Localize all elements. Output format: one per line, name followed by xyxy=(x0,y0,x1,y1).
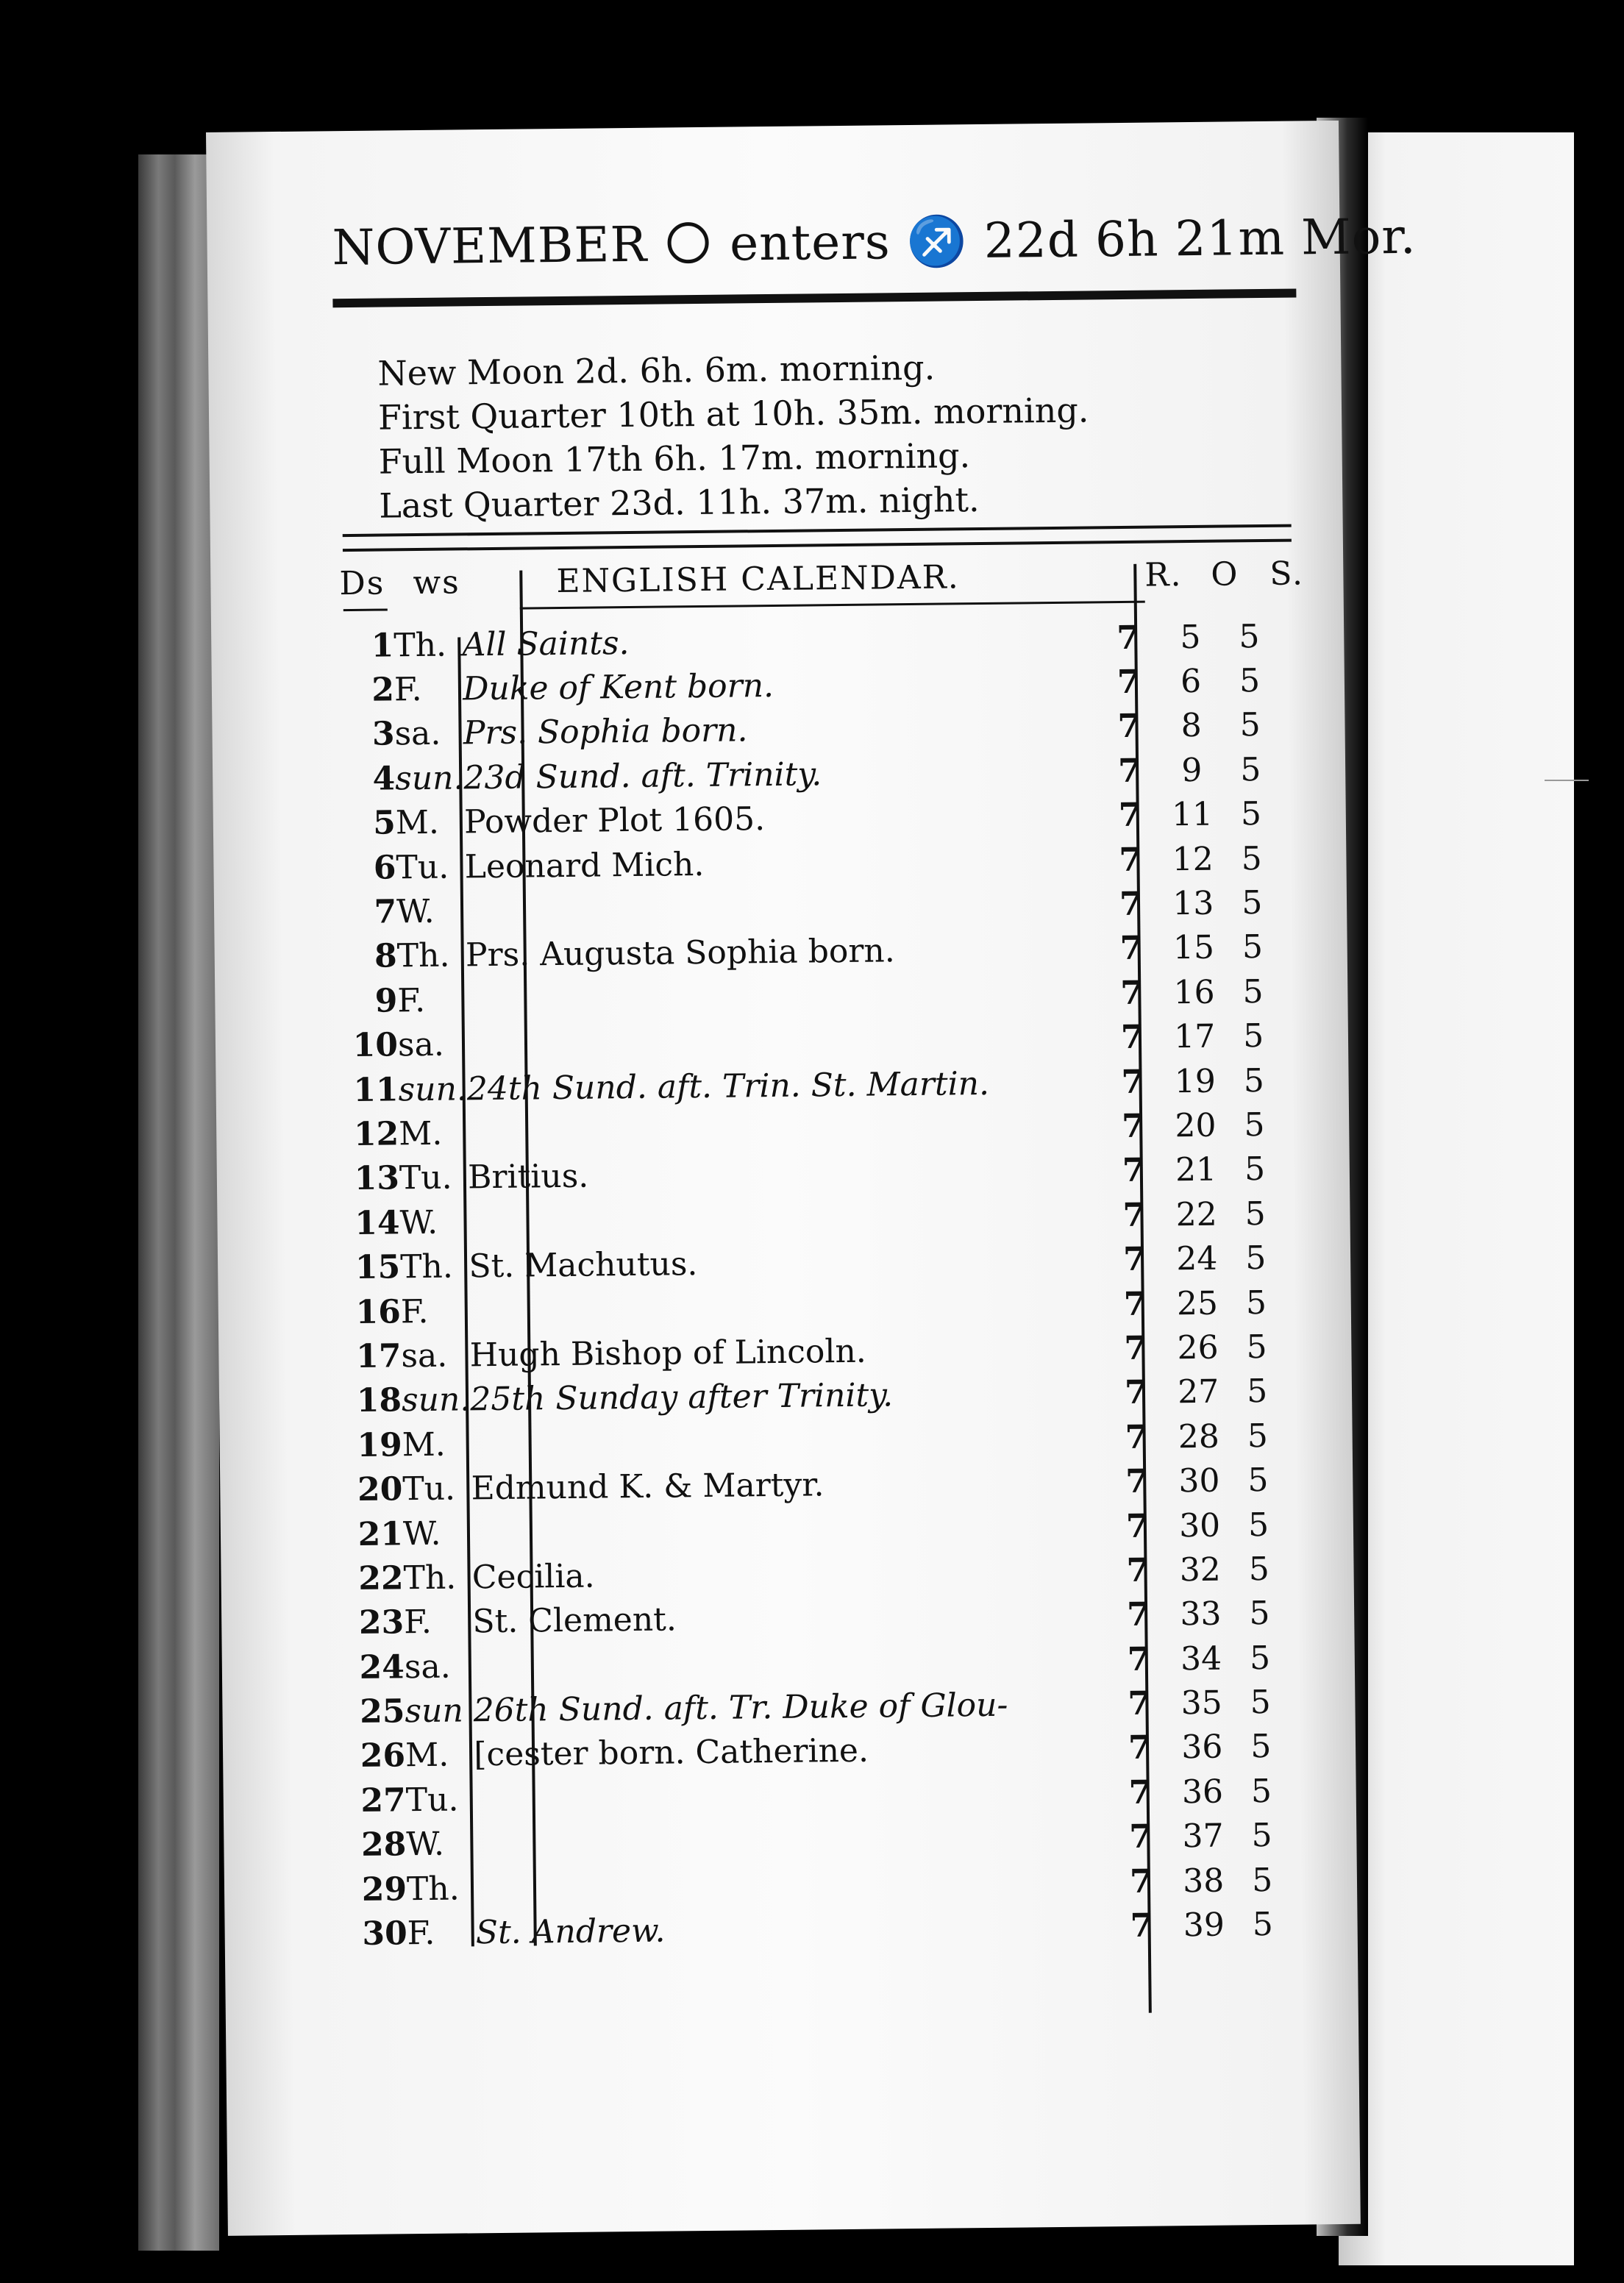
sunset-hour: 5 xyxy=(1240,750,1261,789)
sunset-hour: 5 xyxy=(1243,1061,1265,1100)
day-number: 17 xyxy=(355,1337,402,1375)
sunrise-minute: 37 xyxy=(1182,1817,1224,1856)
event-cell xyxy=(468,1193,1108,1244)
day-number: 16 xyxy=(355,1292,402,1331)
weekday-cell: sa. xyxy=(401,1336,448,1375)
sunrise-hour: 7 xyxy=(1120,1018,1144,1057)
day-number: 5 xyxy=(372,804,396,842)
day-number: 20 xyxy=(357,1470,403,1509)
sunrise-minute: 20 xyxy=(1175,1106,1217,1145)
event-cell xyxy=(466,971,1106,1022)
sunset-hour: 5 xyxy=(1247,1461,1269,1500)
day-number: 8 xyxy=(374,937,398,976)
event-cell: 24th Sund. aft. Trin. St. Martin. xyxy=(466,1064,990,1108)
weekday-cell: M. xyxy=(395,803,440,842)
entry-time: 22d 6h 21m Mor. xyxy=(983,207,1417,269)
weekday-cell: M. xyxy=(399,1114,443,1153)
sun-column-icon: O xyxy=(1211,555,1239,594)
sunrise-minute: 27 xyxy=(1177,1373,1219,1411)
event-cell: 25th Sunday after Trinity. xyxy=(470,1376,894,1419)
sunrise-minute: 32 xyxy=(1179,1550,1222,1589)
sunrise-minute: 6 xyxy=(1180,662,1202,701)
moon-phases xyxy=(377,343,1090,527)
weekday-cell: Tu. xyxy=(396,848,449,886)
sunset-hour: 5 xyxy=(1241,839,1262,877)
sunrise-hour: 7 xyxy=(1126,1551,1150,1589)
sunset-hour: 5 xyxy=(1249,1595,1270,1633)
day-number: 14 xyxy=(355,1204,400,1242)
sunrise-minute: 26 xyxy=(1177,1328,1219,1367)
event-cell xyxy=(474,1815,1115,1866)
day-number: 13 xyxy=(354,1159,400,1198)
day-number: 25 xyxy=(359,1692,405,1731)
sunrise-hour: 7 xyxy=(1127,1640,1150,1678)
event-cell: 26th Sund. aft. Tr. Duke of Glou- xyxy=(473,1686,1008,1730)
sunrise-hour: 7 xyxy=(1116,619,1140,657)
event-cell xyxy=(471,1504,1112,1555)
sets-column-head: S. xyxy=(1269,555,1305,593)
weekday-cell: Th. xyxy=(396,937,450,975)
almanac-page xyxy=(206,121,1417,2236)
month-title: NOVEMBER xyxy=(332,216,648,277)
weekday-cell: Tu. xyxy=(399,1158,452,1197)
day-number: 9 xyxy=(374,982,398,1020)
sunrise-hour: 7 xyxy=(1125,1462,1149,1501)
day-number: 2 xyxy=(371,671,395,709)
sunset-hour: 5 xyxy=(1242,1017,1264,1055)
weekday-cell: Tu. xyxy=(405,1781,459,1820)
sunrise-minute: 8 xyxy=(1180,707,1203,745)
sunrise-minute: 38 xyxy=(1182,1862,1225,1900)
rises-column-head: R. xyxy=(1144,556,1183,594)
sunset-hour: 5 xyxy=(1251,1861,1273,1899)
stray-mark xyxy=(1545,780,1589,781)
day-number: 29 xyxy=(361,1870,407,1909)
event-cell: Cecilia. xyxy=(471,1557,595,1597)
day-number: 28 xyxy=(360,1826,407,1864)
day-number: 21 xyxy=(357,1514,404,1553)
weekday-cell: W. xyxy=(406,1825,445,1864)
day-number: 3 xyxy=(371,715,395,754)
event-cell: Edmund K. & Martyr. xyxy=(471,1466,825,1508)
weekday-cell: sa. xyxy=(394,715,441,753)
sunset-hour: 5 xyxy=(1251,1817,1272,1855)
sunset-hour: 5 xyxy=(1242,928,1264,966)
sunrise-hour: 7 xyxy=(1124,1374,1147,1412)
sunrise-minute: 17 xyxy=(1173,1017,1216,1056)
sunrise-hour: 7 xyxy=(1126,1595,1150,1634)
sunrise-minute: 36 xyxy=(1181,1773,1224,1812)
event-cell: St. Andrew. xyxy=(475,1912,666,1952)
event-cell: Duke of Kent born. xyxy=(462,667,774,708)
sunrise-minute: 15 xyxy=(1172,929,1215,967)
page-edge xyxy=(138,154,219,2251)
weekday-cell: F. xyxy=(400,1292,429,1331)
sunrise-hour: 7 xyxy=(1119,885,1142,924)
sunrise-minute: 28 xyxy=(1178,1417,1220,1456)
sunset-hour: 5 xyxy=(1250,1684,1271,1722)
sunrise-minute: 35 xyxy=(1180,1684,1222,1723)
header-rule xyxy=(332,288,1296,307)
phase-last-quarter: Last Quarter 23d. 11h. 37m. night. xyxy=(379,480,980,526)
weekday-cell: F. xyxy=(397,981,426,1020)
sunrise-hour: 7 xyxy=(1118,796,1142,835)
event-cell: St. Machutus. xyxy=(469,1245,698,1286)
sunset-hour: 5 xyxy=(1239,617,1260,656)
phases-rule-2 xyxy=(343,539,1292,552)
sagittarius-icon: ♐ xyxy=(906,213,969,271)
sunrise-minute: 9 xyxy=(1181,751,1203,790)
day-number: 30 xyxy=(362,1915,407,1953)
weekday-cell: F. xyxy=(393,671,422,709)
sunrise-minute: 36 xyxy=(1181,1728,1223,1767)
sun-icon xyxy=(668,222,710,264)
sunset-hour: 5 xyxy=(1239,706,1261,744)
sun-entry-label: enters xyxy=(729,213,891,272)
sunrise-hour: 7 xyxy=(1128,1684,1151,1723)
phase-full-moon: Full Moon 17th 6h. 17m. morning. xyxy=(378,435,971,482)
sunrise-minute: 21 xyxy=(1175,1151,1217,1189)
weekday-cell: W. xyxy=(396,892,435,931)
weekday-cell: F. xyxy=(403,1603,432,1642)
event-cell: [cester born. Catherine. xyxy=(474,1732,869,1774)
event-cell: Prs. Sophia born. xyxy=(463,711,748,752)
sunrise-hour: 7 xyxy=(1122,1240,1146,1279)
phase-first-quarter: First Quarter 10th at 10h. 35m. morning. xyxy=(377,390,1089,438)
event-cell xyxy=(473,1637,1114,1688)
sunrise-minute: 30 xyxy=(1178,1506,1221,1545)
weekday-cell: F. xyxy=(407,1914,435,1953)
event-cell: St. Clement. xyxy=(472,1600,677,1641)
sunrise-hour: 7 xyxy=(1129,1817,1153,1856)
day-number: 1 xyxy=(371,627,394,665)
weekday-cell: Th. xyxy=(399,1247,454,1286)
day-number: 18 xyxy=(356,1381,402,1420)
sunrise-hour: 7 xyxy=(1130,1906,1153,1945)
event-cell: Powder Plot 1605. xyxy=(463,800,766,841)
phase-new-moon: New Moon 2d. 6h. 6m. morning. xyxy=(377,347,936,393)
weekday-cell: sa. xyxy=(397,1025,445,1064)
sunset-hour: 5 xyxy=(1249,1639,1271,1677)
sunrise-hour: 7 xyxy=(1119,930,1143,968)
day-number: 15 xyxy=(355,1248,401,1287)
sunrise-minute: 22 xyxy=(1175,1195,1217,1234)
sunset-hour: 5 xyxy=(1244,1194,1266,1233)
sunset-hour: 5 xyxy=(1248,1550,1270,1589)
day-number: 23 xyxy=(358,1603,405,1642)
day-number: 19 xyxy=(357,1426,402,1464)
sunrise-minute: 34 xyxy=(1180,1639,1222,1678)
weekday-cell: M. xyxy=(405,1737,449,1775)
sunrise-minute: 39 xyxy=(1183,1906,1225,1945)
day-number: 27 xyxy=(360,1781,407,1820)
sunrise-minute: 12 xyxy=(1172,840,1214,878)
event-cell xyxy=(471,1415,1111,1466)
event-cell xyxy=(474,1770,1115,1821)
calendar-table xyxy=(336,614,1285,1956)
event-cell: Britius. xyxy=(467,1158,589,1197)
sunrise-hour: 7 xyxy=(1119,974,1144,1012)
sunrise-hour: 7 xyxy=(1119,841,1142,879)
sunrise-minute: 13 xyxy=(1172,884,1214,923)
day-number: 7 xyxy=(374,893,397,931)
event-cell xyxy=(467,1105,1108,1155)
weekday-cell: sun. xyxy=(394,759,464,798)
weekday-cell: Th. xyxy=(403,1559,457,1598)
weekdays-column-head: ws xyxy=(413,563,460,602)
sunrise-hour: 7 xyxy=(1117,708,1141,746)
sunrise-minute: 11 xyxy=(1171,795,1214,834)
weekday-cell: sun. xyxy=(398,1069,468,1108)
sunset-hour: 5 xyxy=(1250,1772,1272,1811)
table-row xyxy=(349,1902,1285,1956)
event-cell: 23d Sund. aft. Trinity. xyxy=(463,755,822,797)
sunrise-minute: 33 xyxy=(1180,1595,1222,1634)
weekday-cell: M. xyxy=(402,1425,446,1464)
sunrise-minute: 16 xyxy=(1173,973,1215,1012)
weekday-cell: Th. xyxy=(406,1870,460,1908)
weekday-cell: sun xyxy=(405,1692,464,1731)
weekday-cell: Th. xyxy=(393,626,447,665)
sunrise-minute: 25 xyxy=(1176,1284,1219,1322)
sunset-hour: 5 xyxy=(1242,972,1264,1011)
event-cell: Hugh Bishop of Lincoln. xyxy=(469,1332,867,1375)
day-number: 26 xyxy=(360,1737,406,1776)
day-number: 10 xyxy=(352,1026,399,1065)
sunset-hour: 5 xyxy=(1245,1283,1267,1322)
sunrise-hour: 7 xyxy=(1125,1418,1148,1456)
sunset-hour: 5 xyxy=(1240,795,1262,833)
sunrise-hour: 7 xyxy=(1121,1063,1144,1101)
facing-page xyxy=(1339,132,1574,2265)
month-header xyxy=(332,208,1417,277)
sunset-hour: 5 xyxy=(1242,884,1263,922)
day-number: 6 xyxy=(373,848,396,887)
weekday-cell: Tu. xyxy=(402,1470,456,1509)
days-head-underline xyxy=(343,608,388,611)
sunset-hour: 5 xyxy=(1252,1905,1274,1944)
sunrise-hour: 7 xyxy=(1123,1285,1147,1323)
day-number: 4 xyxy=(372,760,396,798)
day-number: 22 xyxy=(358,1559,404,1598)
event-cell: Prs. Augusta Sophia born. xyxy=(465,932,895,975)
event-cell: Leonard Mich. xyxy=(464,845,705,886)
sunrise-minute: 24 xyxy=(1176,1239,1218,1278)
sunrise-hour: 7 xyxy=(1116,663,1140,702)
sunset-hour: 5 xyxy=(1244,1150,1266,1189)
sunrise-hour: 7 xyxy=(1125,1507,1149,1545)
calendar-head-underline xyxy=(520,601,1145,610)
event-cell xyxy=(475,1859,1116,1910)
sunset-hour: 5 xyxy=(1250,1728,1272,1766)
sunrise-minute: 19 xyxy=(1174,1062,1217,1100)
day-number: 12 xyxy=(353,1115,399,1153)
event-cell xyxy=(469,1282,1110,1333)
sunrise-hour: 7 xyxy=(1128,1773,1152,1812)
days-column-head: Ds xyxy=(339,564,385,603)
weekday-cell: sa. xyxy=(404,1648,451,1686)
sunset-hour: 5 xyxy=(1246,1328,1267,1367)
sunset-hour: 5 xyxy=(1246,1372,1268,1411)
sunset-hour: 5 xyxy=(1247,1417,1269,1455)
sunrise-hour: 7 xyxy=(1122,1152,1145,1190)
sunrise-hour: 7 xyxy=(1128,1729,1151,1767)
sunrise-minute: 30 xyxy=(1178,1461,1220,1500)
sunrise-hour: 7 xyxy=(1129,1862,1153,1901)
day-number: 11 xyxy=(353,1070,399,1109)
weekday-cell: W. xyxy=(402,1514,441,1553)
sunrise-hour: 7 xyxy=(1121,1107,1145,1146)
sunrise-hour: 7 xyxy=(1117,752,1141,790)
sunrise-minute: 5 xyxy=(1180,618,1201,656)
sunset-hour: 5 xyxy=(1247,1506,1269,1544)
calendar-column-head: ENGLISH CALENDAR. xyxy=(556,558,960,601)
event-cell xyxy=(465,883,1105,933)
event-cell: All Saints. xyxy=(462,624,630,664)
sunrise-hour: 7 xyxy=(1124,1329,1147,1367)
day-number: 24 xyxy=(359,1648,405,1687)
sunset-hour: 5 xyxy=(1245,1239,1267,1278)
sunrise-hour: 7 xyxy=(1122,1196,1146,1234)
weekday-cell: sun. xyxy=(401,1381,471,1420)
event-cell xyxy=(466,1016,1107,1066)
sunset-hour: 5 xyxy=(1244,1105,1265,1144)
weekday-cell: W. xyxy=(399,1203,438,1242)
sunset-hour: 5 xyxy=(1239,662,1261,700)
